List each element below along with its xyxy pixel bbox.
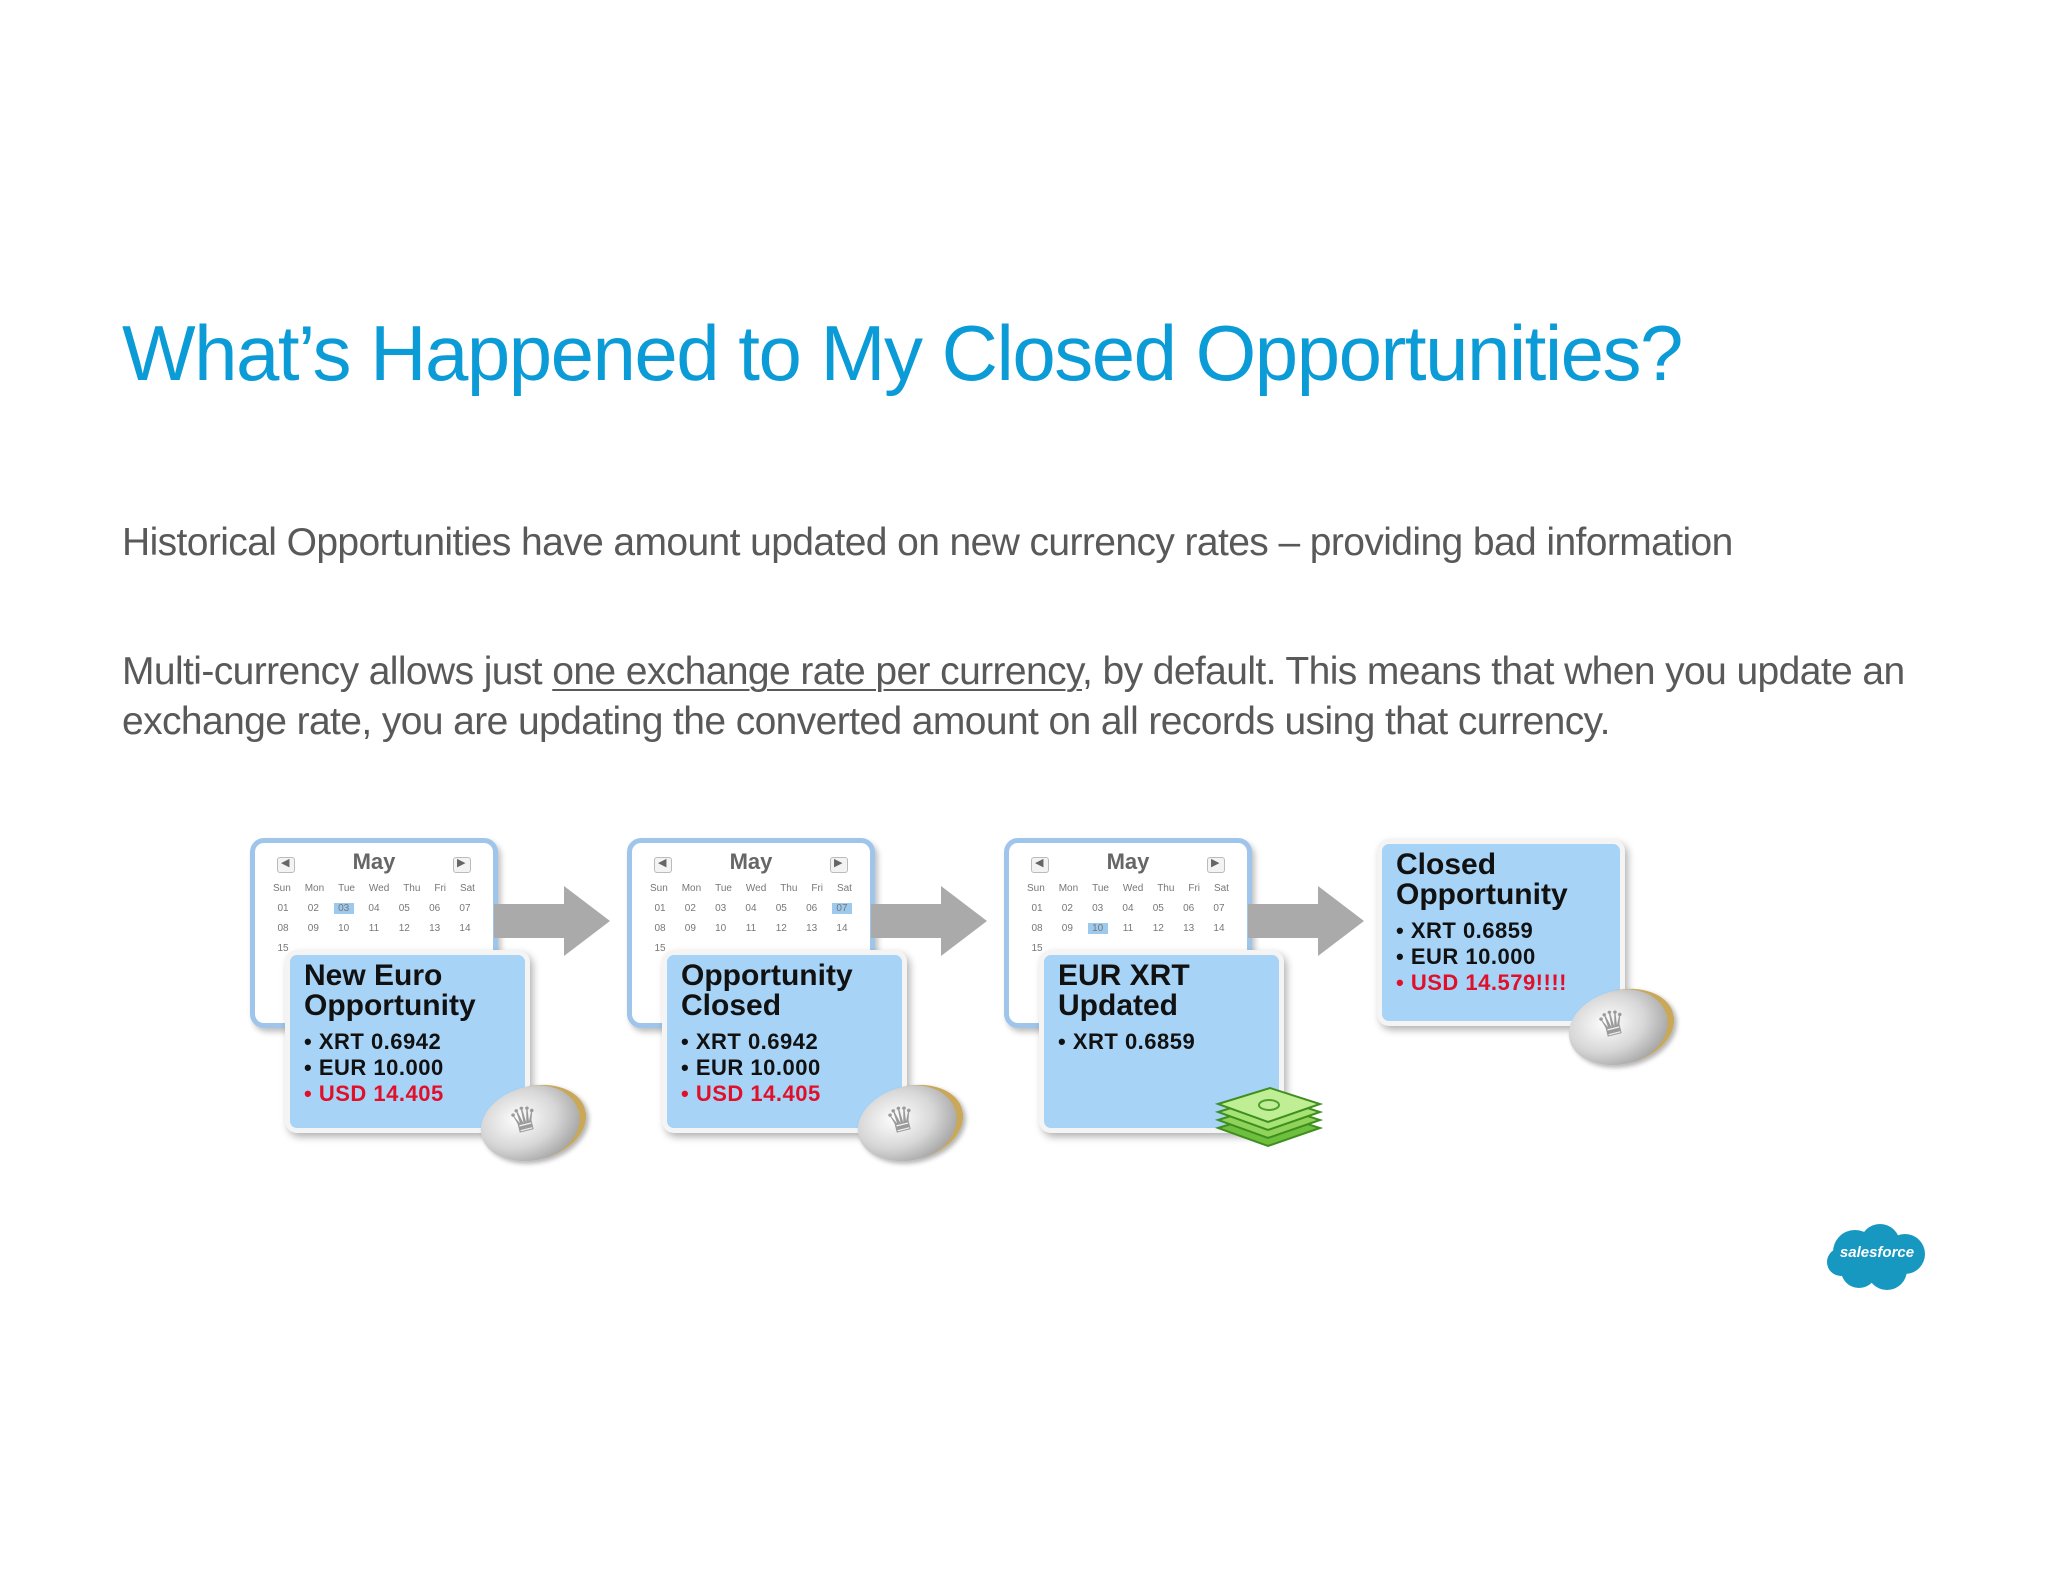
day: 10 (338, 923, 350, 934)
weekday: Sat (1213, 883, 1229, 894)
day: 12 (398, 923, 410, 934)
card-heading: Closed Opportunity (1396, 848, 1568, 911)
day: 15 (277, 943, 289, 954)
day: 03 (715, 903, 727, 914)
next-month-icon: ▶ (830, 857, 848, 873)
arrow-icon (494, 886, 610, 956)
day: 11 (745, 923, 757, 934)
week-row (1027, 903, 1229, 914)
day: 08 (654, 923, 666, 934)
day: 12 (775, 923, 787, 934)
card-value: • XRT 0.6942 (681, 1029, 819, 1054)
day: 15 (1031, 943, 1043, 954)
prev-month-icon: ◀ (277, 857, 295, 873)
weekday-row (650, 883, 852, 894)
calendar-month: May (352, 849, 396, 874)
weekday: Mon (1058, 883, 1079, 894)
day: 01 (654, 903, 666, 914)
card-value: • EUR 10.000 (1396, 944, 1536, 969)
day: 11 (1122, 923, 1134, 934)
day: 14 (836, 923, 848, 934)
day: 05 (398, 903, 410, 914)
card-value-usd: • USD 14.405 (304, 1081, 444, 1106)
card-values (304, 1029, 511, 1107)
weekday: Sun (273, 883, 291, 894)
week-row (650, 903, 852, 914)
salesforce-logo-text: salesforce (1839, 1244, 1915, 1261)
day: 08 (1031, 923, 1043, 934)
day: 12 (1152, 923, 1164, 934)
card-value-usd: • USD 14.579!!!! (1396, 970, 1567, 995)
prev-month-icon: ◀ (1031, 857, 1049, 873)
calendar-month: May (729, 849, 773, 874)
weekday: Sat (836, 883, 852, 894)
week-row (273, 923, 475, 934)
day: 13 (429, 923, 441, 934)
day: 10 (715, 923, 727, 934)
next-month-icon: ▶ (1207, 857, 1225, 873)
card-value: • EUR 10.000 (304, 1055, 444, 1080)
prev-month-icon: ◀ (654, 857, 672, 873)
card-heading: Opportunity Closed (681, 959, 853, 1022)
card-value: • XRT 0.6859 (1058, 1029, 1196, 1054)
day: 02 (307, 903, 319, 914)
weekday: Sun (650, 883, 668, 894)
weekday: Tue (338, 883, 355, 894)
day: 09 (1061, 923, 1073, 934)
paragraph-multicurrency (122, 647, 1922, 747)
day: 13 (1183, 923, 1195, 934)
weekday: Wed (745, 883, 767, 894)
week-row (1027, 923, 1229, 934)
paragraph-historical: Historical Opportunities have amount updated on new currency rates – providing bad information (122, 521, 1733, 564)
day: 06 (806, 903, 818, 914)
day: 14 (459, 923, 471, 934)
day: 02 (684, 903, 696, 914)
cash-stack-icon (1208, 1082, 1326, 1152)
weekday: Mon (304, 883, 325, 894)
day: 13 (806, 923, 818, 934)
day: 01 (1031, 903, 1043, 914)
weekday: Sun (1027, 883, 1045, 894)
arrow-icon (1248, 886, 1364, 956)
card-values (1058, 1029, 1265, 1055)
day: 09 (684, 923, 696, 934)
day: 06 (429, 903, 441, 914)
step-card-closed-opportunity (1377, 839, 1625, 1026)
weekday: Thu (780, 883, 798, 894)
weekday: Tue (715, 883, 732, 894)
weekday: Wed (368, 883, 390, 894)
weekday: Fri (1188, 883, 1201, 894)
weekday: Wed (1122, 883, 1144, 894)
weekday-row (273, 883, 475, 894)
arrow-icon (871, 886, 987, 956)
day: 01 (277, 903, 289, 914)
day: 06 (1183, 903, 1195, 914)
day: 07 (1213, 903, 1225, 914)
day: 14 (1213, 923, 1225, 934)
weekday: Thu (1157, 883, 1175, 894)
week-row (650, 923, 852, 934)
day: 05 (775, 903, 787, 914)
next-month-icon: ▶ (453, 857, 471, 873)
day-highlighted: 10 (1088, 923, 1108, 934)
day-highlighted: 03 (334, 903, 354, 914)
card-value-usd: • USD 14.405 (681, 1081, 821, 1106)
weekday: Tue (1092, 883, 1109, 894)
weekday: Fri (434, 883, 447, 894)
weekday: Thu (403, 883, 421, 894)
card-values (1396, 918, 1606, 996)
card-value: • XRT 0.6859 (1396, 918, 1534, 943)
week-row (273, 903, 475, 914)
weekday: Fri (811, 883, 824, 894)
weekday: Sat (459, 883, 475, 894)
day: 15 (654, 943, 666, 954)
day: 04 (368, 903, 380, 914)
card-heading: New Euro Opportunity (304, 959, 476, 1022)
day: 04 (745, 903, 757, 914)
day: 07 (459, 903, 471, 914)
day: 05 (1152, 903, 1164, 914)
day: 11 (368, 923, 380, 934)
day: 04 (1122, 903, 1134, 914)
day: 03 (1092, 903, 1104, 914)
weekday-row (1027, 883, 1229, 894)
card-value: • XRT 0.6942 (304, 1029, 442, 1054)
card-heading: EUR XRT Updated (1058, 959, 1190, 1022)
slide-title: What’s Happened to My Closed Opportunities? (122, 309, 1682, 397)
exchange-rate-phrase: one exchange rate per currency (552, 650, 1083, 693)
paragraph-text-start: Multi-currency allows just (122, 650, 553, 693)
card-value: • EUR 10.000 (681, 1055, 821, 1080)
calendar-month: May (1106, 849, 1150, 874)
day: 08 (277, 923, 289, 934)
weekday: Mon (681, 883, 702, 894)
paragraph-text-end: , by default. This means that when you update an exchange rate, you are updating the converted amount on all records using that currency. (122, 650, 1905, 743)
day: 02 (1061, 903, 1073, 914)
card-values (681, 1029, 888, 1107)
day-highlighted: 07 (832, 903, 852, 914)
day: 09 (307, 923, 319, 934)
